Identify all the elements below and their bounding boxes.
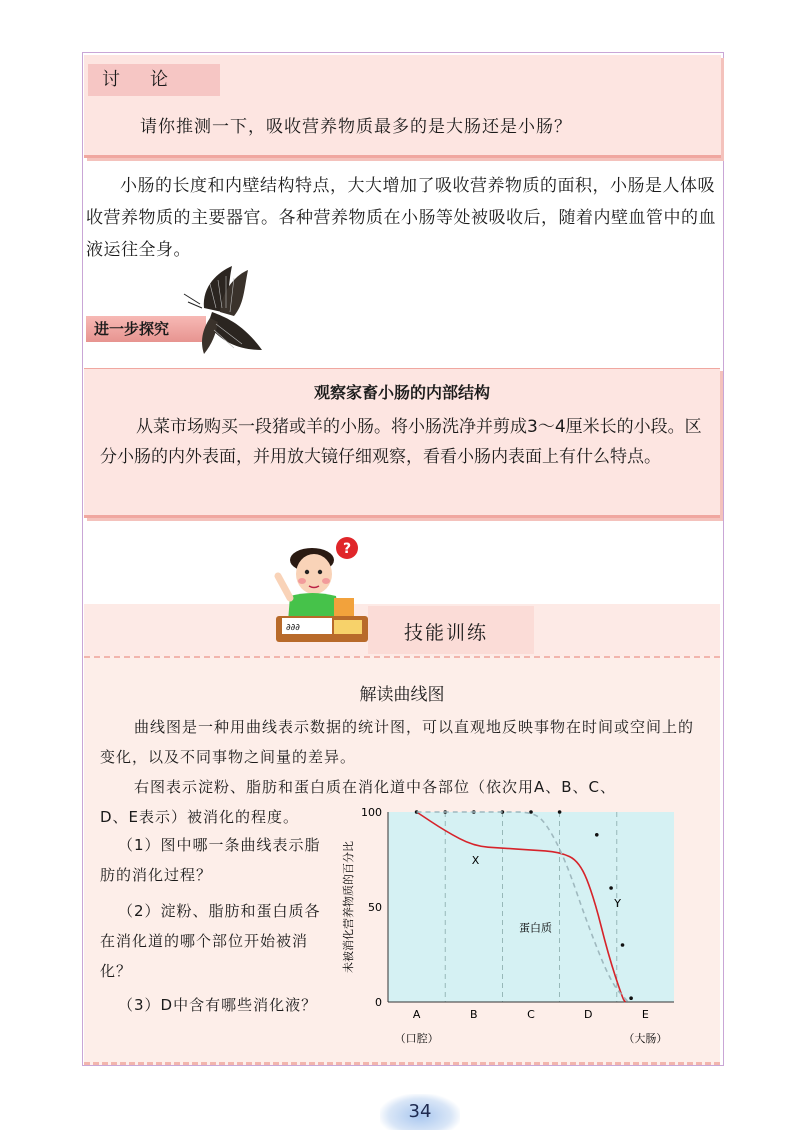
- question-3: （3）D中含有哪些消化液？: [118, 996, 318, 1014]
- y-tick-label: 100: [361, 806, 382, 819]
- y-axis-label: 未被消化营养物质的百分比: [342, 841, 355, 973]
- discussion-question: 请你推测一下，吸收营养物质最多的是大肠还是小肠？: [140, 117, 572, 137]
- series-point: [609, 886, 613, 890]
- body-paragraph: 小肠的长度和内壁结构特点，大大增加了吸收营养物质的面积，小肠是人体吸收营养物质的主要器官。各种营养物质在小肠等处被吸收后，随着内壁血管中的血液运往全身。: [86, 176, 716, 260]
- page-number: 34: [380, 1094, 460, 1130]
- digestion-chart: [338, 800, 688, 1052]
- x-category-note: （大肠）: [623, 1032, 668, 1045]
- y-tick-label: 50: [368, 901, 382, 914]
- question-2: （2）淀粉、脂肪和蛋白质各在消化道的哪个部位开始被消化？: [100, 902, 321, 980]
- plot-area: [388, 812, 674, 1002]
- x-tick-label: C: [527, 1008, 535, 1021]
- x-tick-label: E: [641, 1008, 649, 1021]
- series-point: [595, 833, 599, 837]
- y-tick-label: 0: [375, 996, 382, 1009]
- observation-title: 观察家畜小肠的内部结构: [313, 383, 490, 402]
- series-label: X: [471, 854, 480, 868]
- discussion-tag: 讨论: [88, 64, 220, 96]
- chart-description-line2: D、E表示）被消化的程度。: [100, 808, 300, 826]
- x-tick-label: A: [412, 1008, 421, 1021]
- svg-text:∂∂∂: ∂∂∂: [286, 623, 300, 633]
- series-label: Y: [614, 897, 621, 911]
- question-1: （1）图中哪一条曲线表示脂肪的消化过程？: [100, 836, 321, 884]
- series-point: [621, 943, 625, 947]
- series-point: [558, 810, 562, 814]
- series-point: [629, 996, 633, 1000]
- x-tick-label: D: [583, 1008, 593, 1021]
- svg-text:?: ?: [342, 541, 352, 557]
- series-point: [529, 810, 533, 814]
- inquiry-tag: 进一步探究: [86, 316, 206, 342]
- x-tick-label: B: [470, 1008, 478, 1021]
- curve-intro: 曲线图是一种用曲线表示数据的统计图，可以直观地反映事物在时间或空间上的变化，以及不同事物之间量的差异。: [100, 718, 695, 766]
- student-cartoon-icon: [272, 532, 372, 644]
- skills-title: 技能训练: [404, 622, 489, 644]
- curve-subtitle: 解读曲线图: [359, 685, 445, 705]
- series-label: 蛋白质: [519, 921, 552, 935]
- chart-description-line1: 右图表示淀粉、脂肪和蛋白质在消化道中各部位（依次用A、B、C、: [134, 778, 617, 796]
- observation-text: 从菜市场购买一段猪或羊的小肠。将小肠洗净并剪成3～4厘米长的小段。区分小肠的内外表面，并用放大镜仔细观察，看看小肠内表面上有什么特点。: [100, 417, 702, 467]
- x-category-note: （口腔）: [394, 1032, 439, 1045]
- butterfly-icon: [182, 264, 264, 356]
